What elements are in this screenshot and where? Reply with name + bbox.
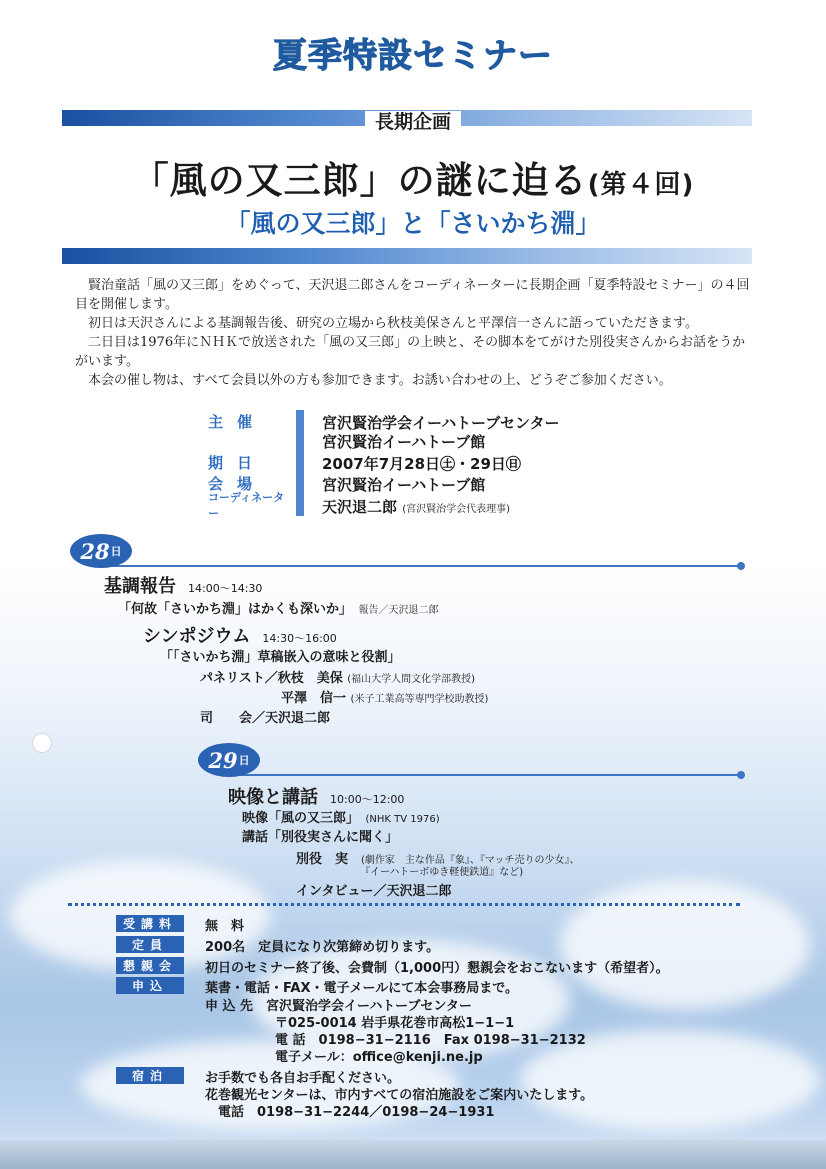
- symposium-theme: 「「さいかち淵」草稿嵌入の意味と役割」: [160, 650, 401, 665]
- apply-email: 電子メール：office@kenji.ne.jp: [275, 1050, 483, 1065]
- coordinator-row: [208, 491, 292, 520]
- host-row: [208, 410, 292, 432]
- stay-line-2: 花巻観光センターは、市内すべての宿泊施設をご案内いたします。: [205, 1088, 594, 1103]
- panelist-2: 平澤 信一 (米子工業高等専門学校助教授): [281, 691, 489, 706]
- stay-line-1: お手数でも各自お手配ください。: [205, 1071, 401, 1086]
- symposium-time: 14:30〜16:00: [262, 632, 337, 645]
- capacity-tag: 定員: [116, 936, 184, 953]
- film-talk-time: 10:00〜12:00: [330, 793, 405, 806]
- day1-badge: 28 日: [70, 534, 132, 568]
- header-title: 夏季特設セミナー: [273, 36, 553, 76]
- fee-value: 無 料: [205, 919, 245, 934]
- bottom-band: [62, 248, 752, 264]
- keynote-title: 基調報告 14:00〜14:30: [104, 576, 263, 597]
- date-row: [208, 451, 292, 473]
- coordinator-label: コーディネーター: [208, 491, 285, 520]
- keynote-note: 報告／天沢退二郎: [358, 605, 439, 616]
- interviewer: インタビュー／天沢退二郎: [296, 884, 452, 899]
- intro-paragraph: 本会の催し物は、すべて会員以外の方も参加できます。お誘い合わせの上、どうぞご参加ください。: [88, 373, 672, 388]
- film-talk-title: 映像と講話 10:00〜12:00: [228, 787, 405, 808]
- main-title: [0, 150, 826, 204]
- symposium-title: シンポジウム 14:30〜16:00: [143, 626, 337, 647]
- panelist-1: パネリスト／秋枝 美保 (福山大学人間文化学部教授): [200, 671, 476, 686]
- host-label: 主催: [208, 412, 267, 431]
- film-item: 映像「風の又三郎」 (NHK TV 1976): [242, 811, 440, 826]
- intro-text: [75, 276, 755, 390]
- speaker-note-1: (劇作家 主な作品『象』、『マッチ売りの少女』、: [361, 855, 580, 866]
- subtitle: 「風の又三郎」と「さいかち淵」: [225, 209, 601, 238]
- apply-line-1: 葉書・電話・FAX・電子メールにて本会事務局まで。: [205, 981, 518, 996]
- day1-line: [90, 565, 740, 567]
- speaker: 別役 実 (劇作家 主な作品『象』、『マッチ売りの少女』、: [296, 852, 580, 867]
- day1-line-dot: [737, 562, 745, 570]
- session-number: (第４回): [587, 170, 695, 200]
- apply-phone: 電 話 0198−31−2116 Fax 0198−31−2132: [275, 1033, 586, 1048]
- venue-value: 宮沢賢治イーハトーブ館: [322, 476, 486, 494]
- intro-paragraph: 賢治童話「風の又三郎」をめぐって、天沢退二郎さんをコーディネーターに長期企画「夏季特設セミナー」の４回目を開催します。: [75, 278, 750, 312]
- main-title-text: 「風の又三郎」の謎に迫る: [131, 159, 588, 202]
- capacity-value: 200名 定員になり次第締め切ります。: [205, 940, 440, 955]
- host-value-2: 宮沢賢治イーハトーブ館: [322, 433, 486, 451]
- speaker-note-2: 『イーハトーボゆき軽便鉄道』など): [360, 867, 524, 878]
- cloud-decoration: [560, 880, 810, 1010]
- day2-line-dot: [737, 771, 745, 779]
- intro-paragraph: 初日は天沢さんによる基調報告後、研究の立場から秋枝美保さんと平澤信一さんに語っていただきます。: [88, 316, 698, 331]
- fee-tag: 受講料: [116, 915, 184, 932]
- speaker-note-line-2: [360, 863, 523, 879]
- grass-strip: [0, 1140, 826, 1169]
- party-tag: 懇親会: [116, 957, 184, 974]
- venue-label: 会場: [208, 474, 267, 493]
- film-note: (NHK TV 1976): [365, 814, 440, 825]
- talk-item: 講話「別役実さんに聞く」: [242, 830, 399, 845]
- keynote-talk: 「何故「さいかち淵」はかくも深いか」 報告／天沢退二郎: [118, 602, 439, 617]
- stay-phone: 電話 0198−31−2244／0198−24−1931: [218, 1105, 495, 1120]
- punch-hole: [32, 733, 52, 753]
- party-value: 初日のセミナー終了後、会費制（1,000円）懇親会をおこないます（希望者）。: [205, 961, 669, 976]
- day2-line: [222, 774, 740, 776]
- date-value: 2007年7月28日㊏・29日㊐: [322, 455, 521, 473]
- apply-address: 〒025-0014 岩手県花巻市高松1−1−1: [275, 1016, 515, 1031]
- apply-line-2: 申 込 先 宮沢賢治学会イーハトーブセンター: [205, 999, 472, 1014]
- date-label: 期日: [208, 453, 267, 472]
- day2-badge: 29 日: [198, 743, 260, 777]
- keynote-time: 14:00〜14:30: [188, 582, 263, 595]
- coordinator-value: 天沢退二郎 (宮沢賢治学会代表理事): [322, 498, 511, 516]
- dotted-divider: [68, 903, 740, 906]
- info-bar: [296, 410, 304, 516]
- coordinator-note: (宮沢賢治学会代表理事): [402, 504, 511, 515]
- panelist-1-note: (福山大学人間文化学部教授): [347, 674, 476, 685]
- moderator: 司 会／天沢退二郎: [200, 711, 331, 726]
- intro-paragraph: 二日目は1976年にＮＨＫで放送された「風の又三郎」の上映と、その脚本をてがけた別役実さんからお話をうかがいます。: [75, 335, 746, 369]
- panelist-2-note: (米子工業高等専門学校助教授): [350, 694, 489, 705]
- apply-tag: 申込: [116, 977, 184, 994]
- host-value-1: 宮沢賢治学会イーハトーブセンター: [322, 414, 560, 432]
- series-label: 長期企画: [0, 107, 826, 134]
- stay-tag: 宿泊: [116, 1067, 184, 1084]
